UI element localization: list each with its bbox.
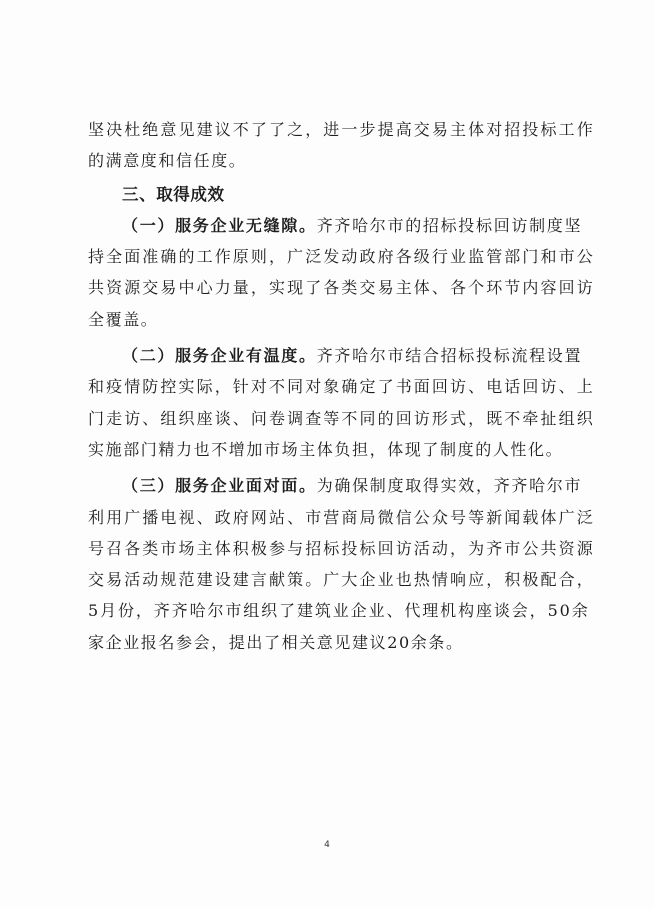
paragraph-1-line-3: 共资源交易中心力量，实现了各类交易主体、各个环节内容回访: [88, 278, 595, 298]
paragraph-1-line: [88, 304, 574, 335]
paragraph-1-line-4: 全覆盖。: [88, 309, 159, 329]
paragraph-1-line: [88, 241, 595, 272]
paragraph-3-line: [88, 627, 574, 658]
paragraph-3-line-1: 为确保制度取得实效，齐齐哈尔市: [316, 476, 583, 496]
paragraph-3-title: （三）服务企业面对面。: [122, 476, 317, 496]
paragraph-2-line-4: 实施部门精力也不增加市场主体负担，体现了制度的人性化。: [88, 439, 564, 459]
document-body: [88, 114, 595, 658]
paragraph-3-line-5: 5月份，齐齐哈尔市组织了建筑业企业、代理机构座谈会，50余: [88, 601, 590, 621]
paragraph-1-title: （一）服务企业无缝隙。: [122, 215, 317, 235]
paragraph-3-line-4: 交易活动规范建设建言献策。广大企业也热情响应，积极配合，: [88, 570, 595, 590]
paragraph-1-line-2: 持全面准确的工作原则，广泛发动政府各级行业监管部门和市公: [88, 247, 595, 267]
paragraph-3-first-line: [88, 470, 583, 501]
paragraph-3-line: [88, 564, 595, 595]
paragraph-3-line: [88, 595, 590, 626]
intro-line-1: 坚决杜绝意见建议不了了之，进一步提高交易主体对招投标工作: [88, 120, 595, 139]
paragraph-3-line-2: 利用广播电视、政府网站、市营商局微信公众号等新闻载体广泛: [88, 507, 595, 527]
paragraph-1-line-1: 齐齐哈尔市的招标投标回访制度坚: [316, 215, 583, 235]
paragraph-2-line: [88, 371, 595, 402]
section-heading: 三、取得成效: [122, 184, 225, 204]
page-number: 4: [324, 840, 330, 850]
paragraph-3-line-3: 号召各类市场主体积极参与招标投标回访活动，为齐市公共资源: [88, 538, 595, 558]
paragraph-2-title: （二）服务企业有温度。: [122, 346, 317, 366]
paragraph-2-line-2: 和疫情防控实际，针对不同对象确定了书面回访、电话回访、上: [88, 377, 595, 397]
paragraph-1-first-line: [88, 210, 583, 241]
paragraph-2-line: [88, 434, 574, 465]
paragraph-2-line-1: 齐齐哈尔市结合招标投标流程设置: [316, 346, 583, 366]
paragraph-2-line: [88, 403, 595, 434]
paragraph-1-line: [88, 272, 595, 303]
paragraph-3-line: [88, 533, 595, 564]
paragraph-2-line-3: 门走访、组织座谈、问卷调查等不同的回访形式，既不牵扯组织: [88, 408, 595, 428]
paragraph-2-first-line: [88, 340, 583, 371]
intro-line-2: 的满意度和信任度。: [88, 151, 247, 171]
intro-paragraph-line: [88, 145, 574, 176]
paragraph-3-line: [88, 502, 595, 533]
intro-paragraph-line: [88, 114, 595, 145]
paragraph-3-line-6: 家企业报名参会，提出了相关意见建议20余条。: [88, 632, 464, 652]
